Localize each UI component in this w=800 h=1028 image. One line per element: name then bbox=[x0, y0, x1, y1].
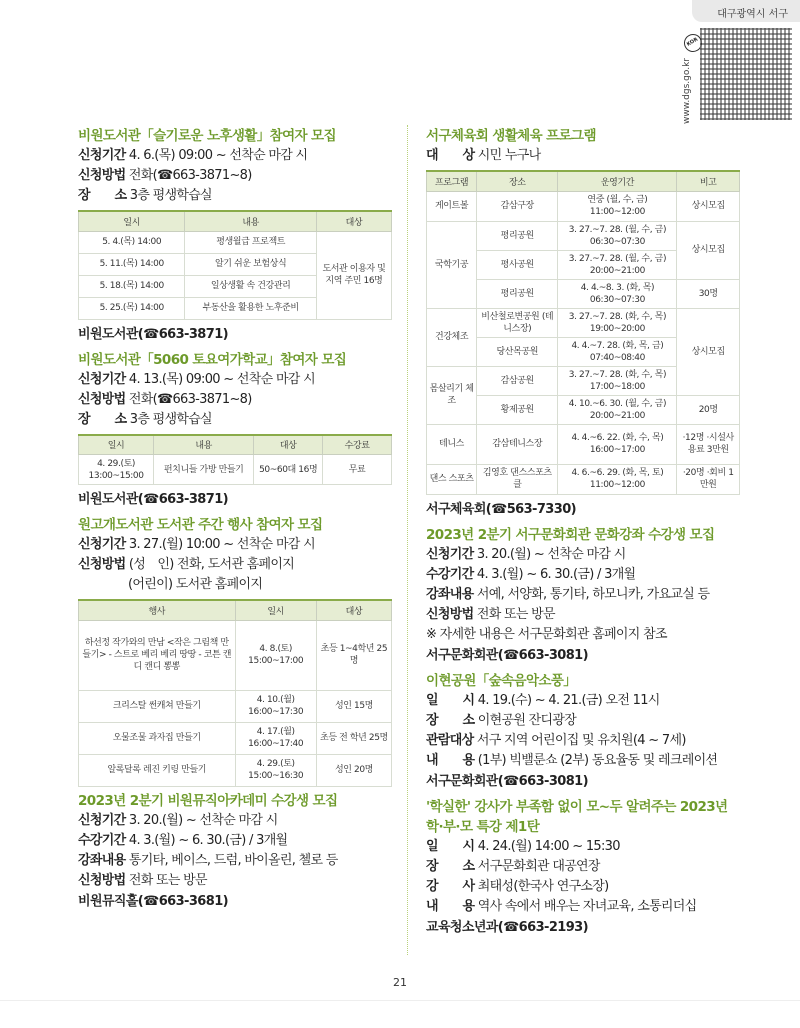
field-label: 신청기간 bbox=[78, 148, 126, 163]
info-line bbox=[78, 166, 392, 186]
table-cell: 4. 17.(월) 16:00~17:40 bbox=[235, 722, 316, 754]
field-value: 서구문화회관 대공연장 bbox=[474, 858, 600, 874]
field-label: 신청기간 bbox=[78, 537, 126, 552]
field-label: 장 소 bbox=[426, 712, 475, 728]
contact-line: 교육청소년과(☎663-2193) bbox=[426, 919, 588, 935]
table-cell: 4. 4.~8. 3. (화, 목) 06:30~07:30 bbox=[558, 279, 677, 308]
field-value: 4. 3.(월) ~ 6. 30.(금) / 3개월 bbox=[125, 832, 288, 848]
field-value: 4. 19.(수) ~ 4. 21.(금) 오전 11시 bbox=[474, 692, 660, 708]
field-label: 신청기간 bbox=[78, 371, 126, 387]
table-cell: 감삼구장 bbox=[477, 191, 558, 221]
table-cell: 게이트볼 bbox=[427, 191, 477, 221]
table-cell: 도서관 이용자 및 지역 주민 16명 bbox=[316, 231, 391, 319]
table-cell: 펀치니들 가방 만들기 bbox=[154, 455, 254, 485]
table-cell: 50~60대 16명 bbox=[254, 455, 323, 485]
field-label: 신청방법 bbox=[78, 168, 126, 183]
table-cell: 프로그램 bbox=[427, 171, 477, 191]
qr-code-icon[interactable] bbox=[700, 28, 792, 120]
table-cell: 평리공원 bbox=[477, 279, 558, 308]
field-label: 장 소 bbox=[78, 411, 127, 427]
field-label: 강좌내용 bbox=[78, 852, 126, 868]
table-cell: 내용 bbox=[185, 211, 316, 231]
table-cell: 알기 쉬운 보험상식 bbox=[185, 253, 316, 275]
field-label: 강좌내용 bbox=[426, 586, 474, 602]
table-cell: 30명 bbox=[677, 279, 740, 308]
table-cell: 비고 bbox=[677, 171, 740, 191]
table-cell: 5. 4.(목) 14:00 bbox=[79, 231, 185, 253]
field-label: 신청방법 bbox=[426, 606, 474, 622]
info-line bbox=[78, 370, 392, 390]
note-line: ※ 자세한 내용은 서구문화회관 홈페이지 참조 bbox=[426, 626, 667, 642]
table-cell: 3. 27.~7. 28. (월, 수, 금) 06:30~07:30 bbox=[558, 221, 677, 250]
table-cell: 장소 bbox=[477, 171, 558, 191]
table-cell: 감삼테니스장 bbox=[477, 424, 558, 464]
table-cell: 비산철로변공원 (테니스장) bbox=[477, 308, 558, 337]
table-cell: 상시모집 bbox=[677, 191, 740, 221]
table-cell: 몸살리기 체조 bbox=[427, 366, 477, 424]
bottom-rule bbox=[0, 1000, 800, 1001]
field-value: 3. 20.(월) ~ 선착순 마감 시 bbox=[125, 812, 278, 828]
field-value: (1부) 빅밸룬쇼 (2부) 동요율동 및 레크레이션 bbox=[474, 752, 718, 768]
info-line bbox=[426, 585, 740, 605]
section-title: 서구체육회 생활체육 프로그램 bbox=[426, 128, 596, 144]
table-cell: 4. 29.(토) 13:00~15:00 bbox=[79, 455, 154, 485]
table-cell: 성인 20명 bbox=[316, 754, 391, 786]
field-label: 일 시 bbox=[426, 838, 475, 854]
table-cell: 댄스 스포츠 bbox=[427, 464, 477, 494]
field-value: 최태성(한국사 연구소장) bbox=[474, 878, 609, 894]
table-cell: 3. 27.~7. 28. (월, 수, 금) 20:00~21:00 bbox=[558, 250, 677, 279]
info-line bbox=[426, 751, 740, 771]
field-value: 서구 지역 어린이집 및 유치원(4 ~ 7세) bbox=[473, 732, 686, 748]
table-cell: 4. 4.~7. 28. (화, 목, 금) 07:40~08:40 bbox=[558, 337, 677, 366]
table-cell: ·12명 ·시설사용료 3만원 bbox=[677, 424, 740, 464]
field-value: 3. 20.(월) ~ 선착순 마감 시 bbox=[473, 546, 626, 562]
field-label: 일 시 bbox=[426, 692, 475, 708]
table-cell: 일시 bbox=[79, 211, 185, 231]
city-name bbox=[717, 5, 788, 20]
info-line bbox=[78, 410, 392, 430]
info-line bbox=[426, 146, 740, 166]
table-cell: 평사공원 bbox=[477, 250, 558, 279]
table-cell: 대상 bbox=[316, 600, 391, 620]
field-label: 장 소 bbox=[78, 188, 127, 203]
field-label: 신청방법 bbox=[78, 391, 126, 407]
contact-line: 서구체육회(☎563-7330) bbox=[426, 501, 576, 517]
info-line bbox=[426, 565, 740, 585]
info-line bbox=[78, 555, 392, 575]
class-table bbox=[78, 434, 392, 486]
field-label: 신청방법 bbox=[78, 557, 126, 572]
table-cell: 4. 29.(토) 15:00~16:30 bbox=[235, 754, 316, 786]
table-cell: 행사 bbox=[79, 600, 236, 620]
info-line bbox=[78, 851, 392, 871]
table-cell: 황제공원 bbox=[477, 395, 558, 424]
event-table bbox=[78, 599, 392, 787]
table-cell: 초등 전 학년 25명 bbox=[316, 722, 391, 754]
field-label: 장 소 bbox=[426, 858, 475, 874]
field-label: 대 상 bbox=[426, 148, 475, 163]
section-title: 학·부·모 특강 제1탄 bbox=[426, 818, 540, 835]
table-cell: 내용 bbox=[154, 435, 254, 455]
table-cell: 상시모집 bbox=[677, 221, 740, 279]
field-value: 전화(☎663-3871~8) bbox=[125, 168, 252, 183]
field-value: 4. 6.(목) 09:00 ~ 선착순 마감 시 bbox=[125, 148, 308, 163]
column-divider bbox=[407, 125, 408, 955]
table-cell: 부동산을 활용한 노후준비 bbox=[185, 297, 316, 319]
field-value: 전화 또는 방문 bbox=[125, 872, 207, 888]
corner-header bbox=[670, 0, 800, 128]
table-cell: 3. 27.~7. 28. (화, 수, 목) 19:00~20:00 bbox=[558, 308, 677, 337]
table-cell: 무료 bbox=[323, 455, 392, 485]
left-column bbox=[78, 122, 392, 915]
table-cell: 알록달록 레진 키링 만들기 bbox=[79, 754, 236, 786]
schedule-table bbox=[78, 210, 392, 320]
table-cell: 연중 (월, 수, 금) 11:00~12:00 bbox=[558, 191, 677, 221]
table-cell: 일상생활 속 건강관리 bbox=[185, 275, 316, 297]
field-label: 수강기간 bbox=[78, 832, 126, 848]
field-label: 내 용 bbox=[426, 752, 475, 768]
info-line bbox=[78, 535, 392, 555]
field-label: 강 사 bbox=[426, 878, 475, 894]
table-cell: 감삼공원 bbox=[477, 366, 558, 395]
info-line bbox=[78, 186, 392, 206]
section-title: 비원도서관「5060 토요여가학교」참여자 모집 bbox=[78, 351, 347, 368]
field-value: 4. 3.(월) ~ 6. 30.(금) / 3개월 bbox=[473, 566, 636, 582]
table-cell: 테니스 bbox=[427, 424, 477, 464]
table-cell: 당산목공원 bbox=[477, 337, 558, 366]
section-title: 원고개도서관 도서관 주간 행사 참여자 모집 bbox=[78, 517, 323, 533]
table-cell: 5. 25.(목) 14:00 bbox=[79, 297, 185, 319]
field-value: 4. 24.(월) 14:00 ~ 15:30 bbox=[474, 838, 620, 854]
table-cell: 초등 1~4학년 25명 bbox=[316, 620, 391, 690]
field-value: 3층 평생학습실 bbox=[126, 188, 212, 203]
section-title: 2023년 2분기 서구문화회관 문화강좌 수강생 모집 bbox=[426, 526, 715, 543]
kor-logo-icon: KOR bbox=[681, 31, 706, 56]
contact-line: 비원도서관(☎663-3871) bbox=[78, 492, 228, 507]
info-line bbox=[78, 811, 392, 831]
info-line bbox=[78, 146, 392, 166]
field-value: 통기타, 베이스, 드럼, 바이올린, 첼로 등 bbox=[125, 852, 338, 868]
field-value: 전화 또는 방문 bbox=[473, 606, 555, 622]
table-cell: 평생월급 프로젝트 bbox=[185, 231, 316, 253]
table-cell: 하선정 작가와의 만남 <작은 그림책 만들기> - 스트로 베리 베리 땅땅 - 코튼 캔디 캔디 뽕뽕 bbox=[79, 620, 236, 690]
table-cell: 김영호 댄스스포츠클 bbox=[477, 464, 558, 494]
info-line bbox=[426, 897, 740, 917]
table-cell: 20명 bbox=[677, 395, 740, 424]
website-url[interactable]: www.dgs.go.kr bbox=[682, 58, 692, 124]
field-value: 4. 13.(목) 09:00 ~ 선착순 마감 시 bbox=[125, 371, 315, 387]
info-line bbox=[78, 831, 392, 851]
table-cell: 4. 10.(월) 16:00~17:30 bbox=[235, 690, 316, 722]
sports-table bbox=[426, 170, 740, 495]
field-value: 시민 누구나 bbox=[474, 148, 541, 163]
field-label: 신청방법 bbox=[78, 872, 126, 888]
field-label: 내 용 bbox=[426, 898, 475, 914]
section-title: 비원도서관「슬기로운 노후생활」참여자 모집 bbox=[78, 128, 336, 144]
field-value: 서예, 서양화, 통기타, 하모니카, 가요교실 등 bbox=[473, 586, 710, 602]
info-line bbox=[78, 390, 392, 410]
section-title: '학실한' 강사가 부족함 없이 모~두 알려주는 2023년 bbox=[426, 798, 728, 815]
table-cell: 크리스탈 썬캐쳐 만들기 bbox=[79, 690, 236, 722]
table-cell: 대상 bbox=[254, 435, 323, 455]
table-cell: 4. 4.~6. 22. (화, 수, 목) 16:00~17:00 bbox=[558, 424, 677, 464]
table-cell: ·20명 ·회비 1만원 bbox=[677, 464, 740, 494]
info-line bbox=[78, 871, 392, 891]
table-cell: 오물조물 과자집 만들기 bbox=[79, 722, 236, 754]
table-cell: 5. 11.(목) 14:00 bbox=[79, 253, 185, 275]
table-cell: 성인 15명 bbox=[316, 690, 391, 722]
info-line bbox=[426, 857, 740, 877]
table-cell: 수강료 bbox=[323, 435, 392, 455]
info-line bbox=[426, 877, 740, 897]
table-cell: 건강체조 bbox=[427, 308, 477, 366]
info-line: (어린이) 도서관 홈페이지 bbox=[128, 577, 263, 592]
info-line bbox=[426, 691, 740, 711]
table-cell: 4. 8.(토) 15:00~17:00 bbox=[235, 620, 316, 690]
field-value: 3층 평생학습실 bbox=[126, 411, 212, 427]
section-title: 2023년 2분기 비원뮤직아카데미 수강생 모집 bbox=[78, 792, 338, 809]
field-label: 수강기간 bbox=[426, 566, 474, 582]
table-cell: 4. 6.~6. 29. (화, 목, 토) 11:00~12:00 bbox=[558, 464, 677, 494]
info-line bbox=[426, 837, 740, 857]
field-value: 역사 속에서 배우는 자녀교육, 소통리더십 bbox=[474, 898, 697, 914]
page-number: 21 bbox=[393, 976, 407, 989]
field-value: (성 인) 전화, 도서관 홈페이지 bbox=[125, 557, 295, 572]
field-label: 신청기간 bbox=[78, 812, 126, 828]
table-cell: 일시 bbox=[235, 600, 316, 620]
table-cell: 3. 27.~7. 28. (화, 수, 목) 17:00~18:00 bbox=[558, 366, 677, 395]
field-label: 신청기간 bbox=[426, 546, 474, 562]
field-label: 관람대상 bbox=[426, 732, 474, 748]
table-cell: 4. 10.~6. 30. (월, 수, 금) 20:00~21:00 bbox=[558, 395, 677, 424]
contact-line: 서구문화회관(☎663-3081) bbox=[426, 773, 588, 789]
section-title: 이현공원「숲속음악소풍」 bbox=[426, 672, 577, 689]
table-cell: 일시 bbox=[79, 435, 154, 455]
table-cell: 운영기간 bbox=[558, 171, 677, 191]
field-value: 전화(☎663-3871~8) bbox=[125, 391, 252, 407]
right-column bbox=[426, 122, 740, 941]
table-cell: 5. 18.(목) 14:00 bbox=[79, 275, 185, 297]
info-line bbox=[426, 545, 740, 565]
table-cell: 국학기공 bbox=[427, 221, 477, 308]
contact-line: 비원뮤직홀(☎663-3681) bbox=[78, 893, 228, 909]
contact-line: 서구문화회관(☎663-3081) bbox=[426, 647, 588, 663]
info-line bbox=[426, 605, 740, 625]
table-cell: 상시모집 bbox=[677, 308, 740, 395]
field-value: 이현공원 잔디광장 bbox=[474, 712, 577, 728]
table-cell: 대상 bbox=[316, 211, 391, 231]
info-line bbox=[426, 711, 740, 731]
info-line bbox=[426, 731, 740, 751]
table-cell: 평리공원 bbox=[477, 221, 558, 250]
field-value: 3. 27.(월) 10:00 ~ 선착순 마감 시 bbox=[125, 537, 315, 552]
contact-line: 비원도서관(☎663-3871) bbox=[78, 326, 228, 342]
field-value: 대구광역시 서구 bbox=[717, 9, 788, 20]
